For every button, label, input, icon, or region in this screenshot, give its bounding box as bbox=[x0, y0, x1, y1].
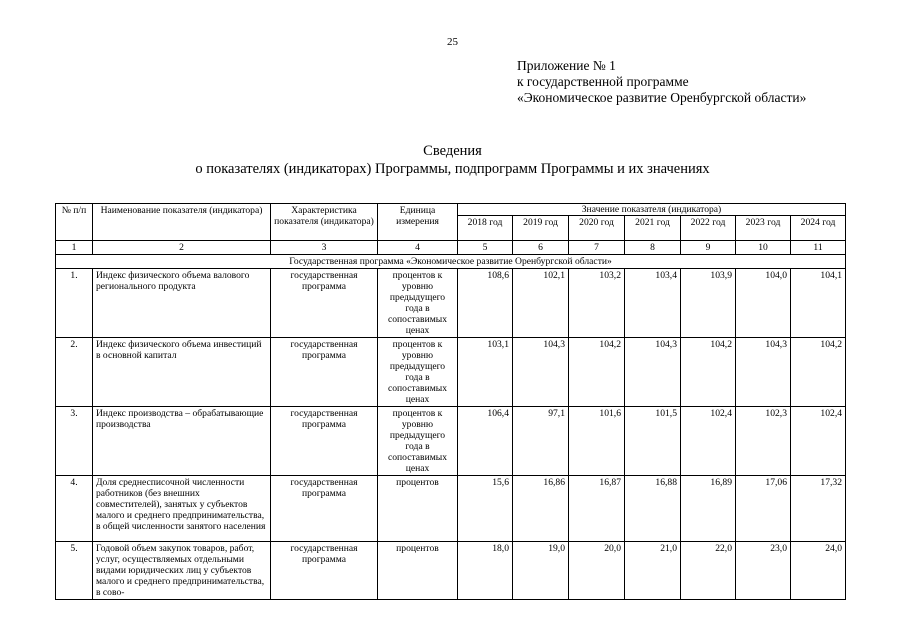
row-unit: процентов к уровню предыдущего года в сопоставимых ценах bbox=[378, 269, 458, 338]
column-number: 3 bbox=[271, 241, 378, 255]
column-number: 11 bbox=[791, 241, 846, 255]
title-line-1: Сведения bbox=[423, 143, 482, 159]
row-unit: процентов к уровню предыдущего года в сопоставимых ценах bbox=[378, 338, 458, 407]
row-value: 19,0 bbox=[513, 542, 569, 600]
row-value: 104,3 bbox=[513, 338, 569, 407]
table-row bbox=[56, 338, 846, 407]
row-value: 104,2 bbox=[681, 338, 736, 407]
column-number: 6 bbox=[513, 241, 569, 255]
header-name: Наименование показателя (индикатора) bbox=[93, 204, 271, 241]
header-year: 2018 год bbox=[458, 216, 513, 241]
document-title bbox=[0, 142, 905, 178]
row-value: 104,1 bbox=[791, 269, 846, 338]
row-value: 104,3 bbox=[625, 338, 681, 407]
row-value: 102,3 bbox=[736, 407, 791, 476]
indicators-table bbox=[55, 203, 846, 600]
appendix-line-3: «Экономическое развитие Оренбургской области» bbox=[517, 90, 807, 105]
title-line-2: о показателях (индикаторах) Программы, подпрограмм Программы и их значениях bbox=[195, 161, 710, 177]
header-year: 2020 год bbox=[569, 216, 625, 241]
row-value: 101,5 bbox=[625, 407, 681, 476]
column-number: 5 bbox=[458, 241, 513, 255]
column-number-row bbox=[56, 241, 846, 255]
row-value: 17,32 bbox=[791, 476, 846, 542]
row-unit: процентов bbox=[378, 476, 458, 542]
row-value: 103,2 bbox=[569, 269, 625, 338]
column-number: 10 bbox=[736, 241, 791, 255]
row-value: 20,0 bbox=[569, 542, 625, 600]
header-values-group: Значение показателя (индикатора) bbox=[458, 204, 846, 216]
row-value: 102,4 bbox=[791, 407, 846, 476]
row-value: 104,2 bbox=[569, 338, 625, 407]
row-value: 103,4 bbox=[625, 269, 681, 338]
row-value: 106,4 bbox=[458, 407, 513, 476]
row-indicator-name: Индекс физического объема валового регионального продукта bbox=[93, 269, 271, 338]
column-number: 2 bbox=[93, 241, 271, 255]
row-value: 16,89 bbox=[681, 476, 736, 542]
row-value: 18,0 bbox=[458, 542, 513, 600]
row-value: 104,2 bbox=[791, 338, 846, 407]
row-num: 5. bbox=[56, 542, 93, 600]
row-characteristic: государственная программа bbox=[271, 476, 378, 542]
row-unit: процентов bbox=[378, 542, 458, 600]
header-year: 2019 год bbox=[513, 216, 569, 241]
row-value: 104,0 bbox=[736, 269, 791, 338]
page-number: 25 bbox=[447, 36, 458, 48]
column-number: 4 bbox=[378, 241, 458, 255]
table-row bbox=[56, 269, 846, 338]
row-value: 102,1 bbox=[513, 269, 569, 338]
table-row bbox=[56, 476, 846, 542]
row-value: 101,6 bbox=[569, 407, 625, 476]
row-indicator-name: Доля среднесписочной численности работников (без внешних совместителей), занятых у субъектов малого и среднего предпринимательства, в общей численности занятого населения bbox=[93, 476, 271, 542]
table-row bbox=[56, 542, 846, 600]
row-value: 24,0 bbox=[791, 542, 846, 600]
row-indicator-name: Индекс производства – обрабатывающие производства bbox=[93, 407, 271, 476]
row-num: 1. bbox=[56, 269, 93, 338]
row-characteristic: государственная программа bbox=[271, 407, 378, 476]
header-characteristic: Характеристика показателя (индикатора) bbox=[271, 204, 378, 241]
table-row bbox=[56, 407, 846, 476]
row-value: 104,3 bbox=[736, 338, 791, 407]
appendix-line-1: Приложение № 1 bbox=[517, 58, 616, 73]
row-characteristic: государственная программа bbox=[271, 338, 378, 407]
row-num: 2. bbox=[56, 338, 93, 407]
row-num: 4. bbox=[56, 476, 93, 542]
row-value: 103,9 bbox=[681, 269, 736, 338]
header-year: 2023 год bbox=[736, 216, 791, 241]
row-characteristic: государственная программа bbox=[271, 269, 378, 338]
row-unit: процентов к уровню предыдущего года в сопоставимых ценах bbox=[378, 407, 458, 476]
row-value: 103,1 bbox=[458, 338, 513, 407]
section-row bbox=[56, 255, 846, 269]
row-value: 102,4 bbox=[681, 407, 736, 476]
row-value: 16,86 bbox=[513, 476, 569, 542]
column-number: 9 bbox=[681, 241, 736, 255]
row-value: 22,0 bbox=[681, 542, 736, 600]
header-num: № п/п bbox=[56, 204, 93, 241]
row-value: 15,6 bbox=[458, 476, 513, 542]
row-value: 16,88 bbox=[625, 476, 681, 542]
header-year: 2024 год bbox=[791, 216, 846, 241]
row-value: 108,6 bbox=[458, 269, 513, 338]
appendix-line-2: к государственной программе bbox=[517, 74, 689, 89]
row-characteristic: государственная программа bbox=[271, 542, 378, 600]
row-value: 23,0 bbox=[736, 542, 791, 600]
column-number: 1 bbox=[56, 241, 93, 255]
row-value: 21,0 bbox=[625, 542, 681, 600]
section-title: Государственная программа «Экономическое развитие Оренбургской области» bbox=[56, 255, 846, 269]
header-year: 2021 год bbox=[625, 216, 681, 241]
row-value: 97,1 bbox=[513, 407, 569, 476]
row-indicator-name: Годовой объем закупок товаров, работ, услуг, осуществляемых отдельными видами юридических лиц у субъектов малого и среднего предпринимательства, в сово- bbox=[93, 542, 271, 600]
row-num: 3. bbox=[56, 407, 93, 476]
column-number: 8 bbox=[625, 241, 681, 255]
appendix-header bbox=[517, 58, 806, 106]
table-header-row bbox=[56, 204, 846, 216]
header-unit: Единица измерения bbox=[378, 204, 458, 241]
row-value: 16,87 bbox=[569, 476, 625, 542]
row-value: 17,06 bbox=[736, 476, 791, 542]
header-year: 2022 год bbox=[681, 216, 736, 241]
column-number: 7 bbox=[569, 241, 625, 255]
row-indicator-name: Индекс физического объема инвестиций в основной капитал bbox=[93, 338, 271, 407]
